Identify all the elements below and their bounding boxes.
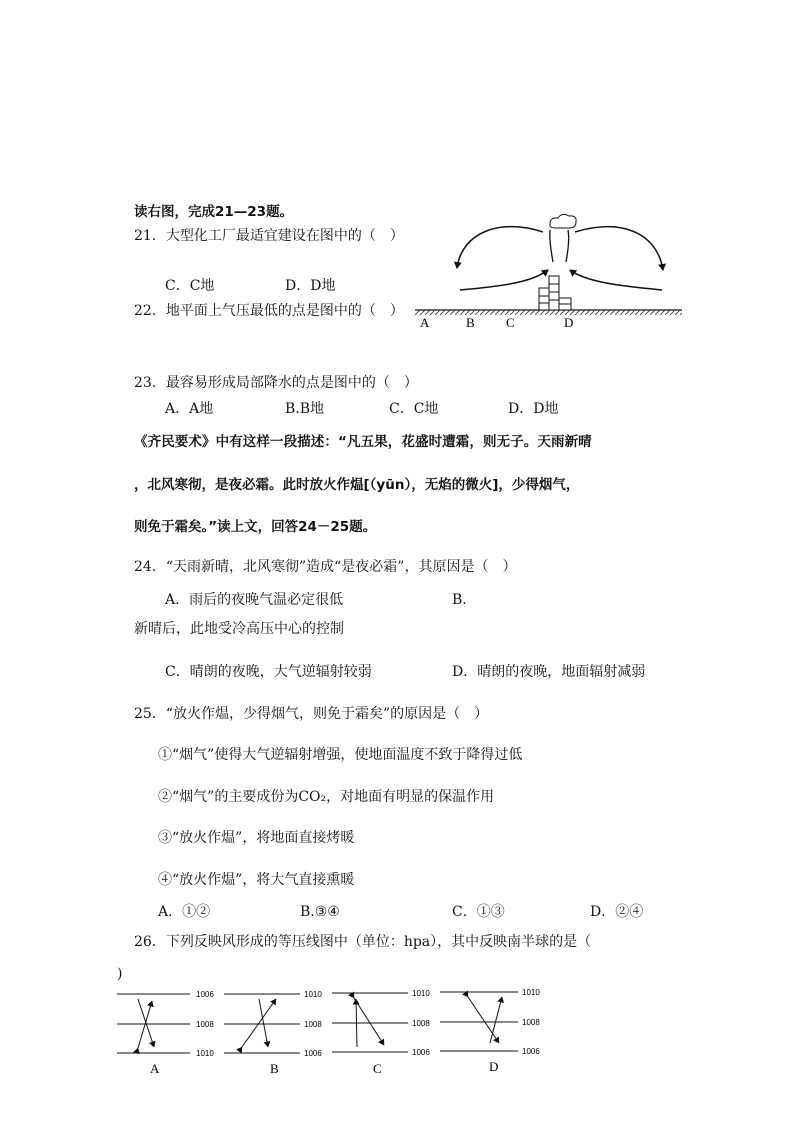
q25-statement-4: ④“放火作煴”，将大气直接熏暖: [158, 872, 355, 888]
isobar-c-label-top: 1010: [412, 989, 430, 998]
isobar-a-label-mid: 1008: [196, 1020, 214, 1029]
isobar-a-label-bottom: 1010: [196, 1049, 214, 1058]
q23-option-d: D．D地: [508, 401, 559, 417]
q25-option-a: A．①②: [158, 904, 211, 920]
question-24: 24．“天雨新晴，北风寒彻”造成“是夜必霜”，其原因是（ ）: [134, 559, 517, 575]
question-26-close: ): [117, 966, 123, 982]
q23-option-c: C．C地: [389, 401, 439, 417]
isobar-diagram-a: [117, 990, 214, 1076]
point-label-a: A: [420, 315, 430, 330]
factory-icon: [539, 276, 571, 310]
thermal-circulation-diagram: [410, 210, 690, 335]
q25-option-c: C．①③: [452, 904, 505, 920]
isobar-d-label-mid: 1008: [522, 1018, 540, 1027]
q24-option-b-prefix: B.: [452, 592, 467, 608]
isobar-b-caption: B: [270, 1061, 279, 1076]
isobar-a-caption: A: [150, 1061, 160, 1076]
q25-statement-2: ②“烟气”的主要成份为CO₂，对地面有明显的保温作用: [158, 789, 495, 805]
q21-option-c: C．C地: [165, 278, 215, 294]
section-intro: 读右图，完成21—23题。: [134, 204, 294, 220]
isobar-diagrams: [112, 985, 552, 1080]
isobar-b-label-mid: 1008: [304, 1020, 322, 1029]
q24-option-c: C．晴朗的夜晚，大气逆辐射较弱: [165, 664, 372, 680]
q25-option-b: B.③④: [300, 904, 340, 920]
passage-line-3: 则免于霜矣。”读上文，回答24－25题。: [134, 519, 377, 535]
question-26: 26．下列反映风形成的等压线图中（单位：hpa），其中反映南半球的是（: [134, 934, 592, 950]
isobar-b-label-top: 1010: [304, 990, 322, 999]
q23-option-a: A．A地: [165, 401, 214, 417]
isobar-d-label-bottom: 1006: [522, 1047, 540, 1056]
point-label-b: B: [466, 315, 475, 330]
passage-line-1: 《齐民要术》中有这样一段描述：“凡五果，花盛时遭霜，则无子。天雨新晴: [134, 434, 592, 450]
isobar-c-label-bottom: 1006: [412, 1048, 430, 1057]
isobar-c-caption: C: [373, 1061, 382, 1076]
q24-option-d: D．晴朗的夜晚，地面辐射减弱: [452, 664, 646, 680]
q25-option-d: D．②④: [590, 904, 644, 920]
point-label-d: D: [564, 315, 574, 330]
q21-option-d: D．D地: [285, 278, 336, 294]
question-23: 23．最容易形成局部降水的点是图中的（ ）: [134, 375, 418, 391]
q24-option-a: A．雨后的夜晚气温必定很低: [165, 592, 344, 608]
q25-statement-1: ①“烟气”使得大气逆辐射增强，使地面温度不致于降得过低: [158, 747, 523, 763]
passage-line-2: ，北风寒彻，是夜必霜。此时放火作煴[（yūn），无焰的微火]，少得烟气，: [134, 477, 580, 493]
isobar-diagram-b: [224, 990, 322, 1076]
isobar-d-label-top: 1010: [522, 988, 540, 997]
point-label-c: C: [506, 315, 515, 330]
q24-option-b: 新晴后，此地受冷高压中心的控制: [134, 621, 344, 637]
question-21: 21．大型化工厂最适宜建设在图中的（ ）: [134, 228, 404, 244]
question-25: 25．“放火作煴，少得烟气，则免于霜矣”的原因是（ ）: [134, 706, 489, 722]
q25-statement-3: ③“放火作煴”，将地面直接烤暖: [158, 830, 355, 846]
isobar-a-label-top: 1006: [196, 990, 214, 999]
isobar-d-caption: D: [489, 1059, 499, 1074]
question-22: 22．地平面上气压最低的点是图中的（ ）: [134, 303, 404, 319]
q23-option-b: B.B地: [285, 401, 325, 417]
isobar-diagram-d: [440, 988, 540, 1074]
isobar-diagram-c: [332, 989, 430, 1076]
isobar-c-label-mid: 1008: [412, 1019, 430, 1028]
isobar-b-label-bottom: 1006: [304, 1049, 322, 1058]
